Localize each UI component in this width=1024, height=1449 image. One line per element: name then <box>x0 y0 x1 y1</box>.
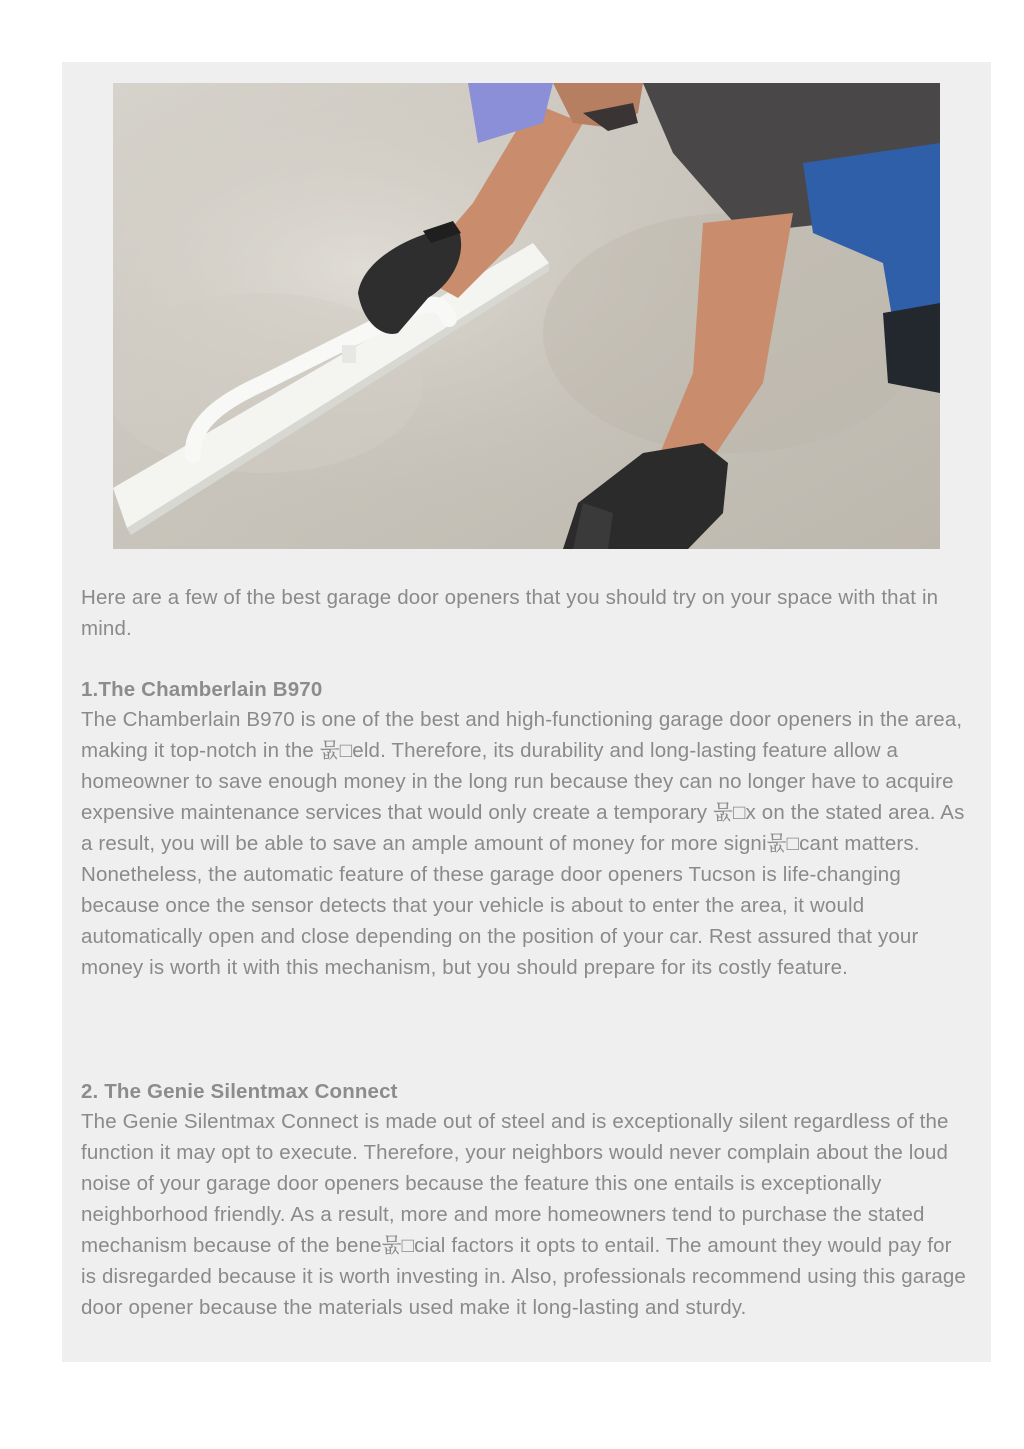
content-panel <box>62 62 991 1362</box>
section-body: The Genie Silentmax Connect is made out of steel and is exceptionally silent regardless of the function it may opt to execute. Therefore, your neighbors would never complain about the loud noise of your garage door openers because the feature this one entails is exceptionally neighborhood friendly. As a result, more and more homeowners tend to purchase the stated mechanism because of the bene뭆□cial factors it opts to entail. The amount they would pay for is disregarded because it is worth investing in. Also, professionals recommend using this garage door opener because the materials used make it long-lasting and sturdy. <box>81 1110 966 1319</box>
concrete-floating-photo <box>113 83 940 549</box>
section-heading: 1.The Chamberlain B970 <box>81 678 323 701</box>
intro-paragraph: Here are a few of the best garage door openers that you should try on your space with that in mind. <box>81 586 939 640</box>
section-body: The Chamberlain B970 is one of the best and high-functioning garage door openers in the area, making it top-notch in the 뭆□eld. Therefore, its durability and long-lasting feature allow a homeowner to save enough money in the long run because they can no longer have to acquire expensive maintenance services that would only create a temporary 뭆□x on the stated area. As a result, you will be able to save an ample amount of money for more signi뭆□cant matters. Nonetheless, the automatic feature of these garage door openers Tucson is life-changing because once the sensor detects that your vehicle is about to enter the area, it would automatically open and close depending on the position of your car. Rest assured that your money is worth it with this mechanism, but you should prepare for its costly feature. <box>81 708 965 979</box>
worker-floating-concrete-illustration <box>113 83 940 549</box>
section-genie <box>81 1078 971 1323</box>
section-chamberlain <box>81 676 971 983</box>
section-heading: 2. The Genie Silentmax Connect <box>81 1080 398 1103</box>
